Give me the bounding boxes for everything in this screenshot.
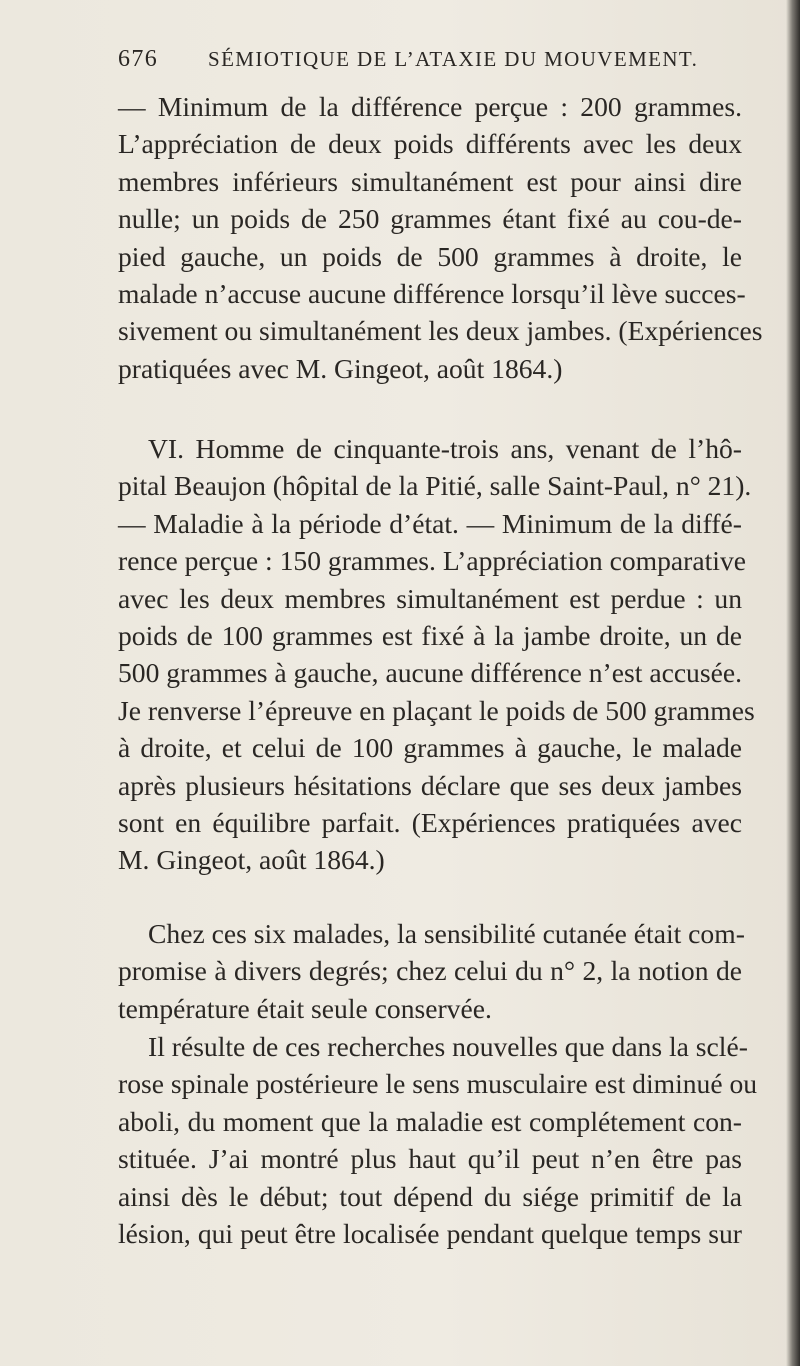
text-line: promise à divers degrés; chez celui du n° 2, la notion de <box>118 955 742 987</box>
text-line: VI. Homme de cinquante-trois ans, venant de l’hô- <box>148 433 742 464</box>
running-title: SÉMIOTIQUE DE L’ATAXIE DU MOUVEMENT. <box>208 47 699 71</box>
paragraph-4 <box>118 1028 758 1252</box>
text-line: Je renverse l’épreuve en plaçant le poids de 500 grammes <box>118 694 755 726</box>
text-line: 500 grammes à gauche, aucune différence n’est accusée. <box>118 657 742 689</box>
page-number: 676 <box>118 46 159 72</box>
paragraph-2 <box>118 430 755 879</box>
text-line: sont en équilibre parfait. (Expériences pratiquées avec <box>118 806 742 838</box>
text-line: ainsi dès le début; tout dépend du siége primitif de la <box>118 1180 742 1212</box>
text-line: sivement ou simultanément les deux jambes. (Expériences <box>118 315 763 347</box>
text-line: — Maladie à la période d’état. — Minimum de la diffé- <box>118 507 742 539</box>
paragraph-1 <box>118 88 763 387</box>
text-line: pied gauche, un poids de 500 grammes à droite, le <box>118 240 742 272</box>
text-line: poids de 100 grammes est fixé à la jambe droite, un de <box>118 619 742 651</box>
text-line: avec les deux membres simultanément est perdue : un <box>118 582 742 614</box>
text-line: pratiquées avec M. Gingeot, août 1864.) <box>118 352 563 384</box>
text-line: nulle; un poids de 250 grammes étant fixé au cou-de- <box>118 203 742 235</box>
text-line: après plusieurs hésitations déclare que ses deux jambes <box>118 769 742 801</box>
text-line: température était seule conservée. <box>118 992 492 1024</box>
paragraph-3 <box>118 915 745 1027</box>
text-line: — Minimum de la différence perçue : 200 grammes. <box>118 91 742 122</box>
text-line: rose spinale postérieure le sens musculaire est diminué ou <box>118 1068 758 1100</box>
text-line: à droite, et celui de 100 grammes à gauche, le malade <box>118 732 742 764</box>
text-line: aboli, du moment que la maladie est complétement con- <box>118 1105 742 1137</box>
text-line: Il résulte de ces recherches nouvelles que dans la sclé- <box>148 1031 748 1062</box>
text-line: pital Beaujon (hôpital de la Pitié, salle Saint-Paul, n° 21). <box>118 470 752 502</box>
text-line: M. Gingeot, août 1864.) <box>118 844 385 876</box>
text-line: L’appréciation de deux poids différents avec les deux <box>118 128 742 160</box>
running-header <box>118 46 758 78</box>
text-line: membres inférieurs simultanément est pour ainsi dire <box>118 165 742 197</box>
text-line: Chez ces six malades, la sensibilité cutanée était com- <box>148 918 745 949</box>
page-edge-shadow <box>786 0 800 1366</box>
text-line: rence perçue : 150 grammes. L’appréciation comparative <box>118 545 746 577</box>
text-line: malade n’accuse aucune différence lorsqu’il lève succes- <box>118 277 746 309</box>
text-line: stituée. J’ai montré plus haut qu’il peut n’en être pas <box>118 1143 742 1175</box>
text-line: lésion, qui peut être localisée pendant quelque temps sur <box>118 1217 742 1249</box>
